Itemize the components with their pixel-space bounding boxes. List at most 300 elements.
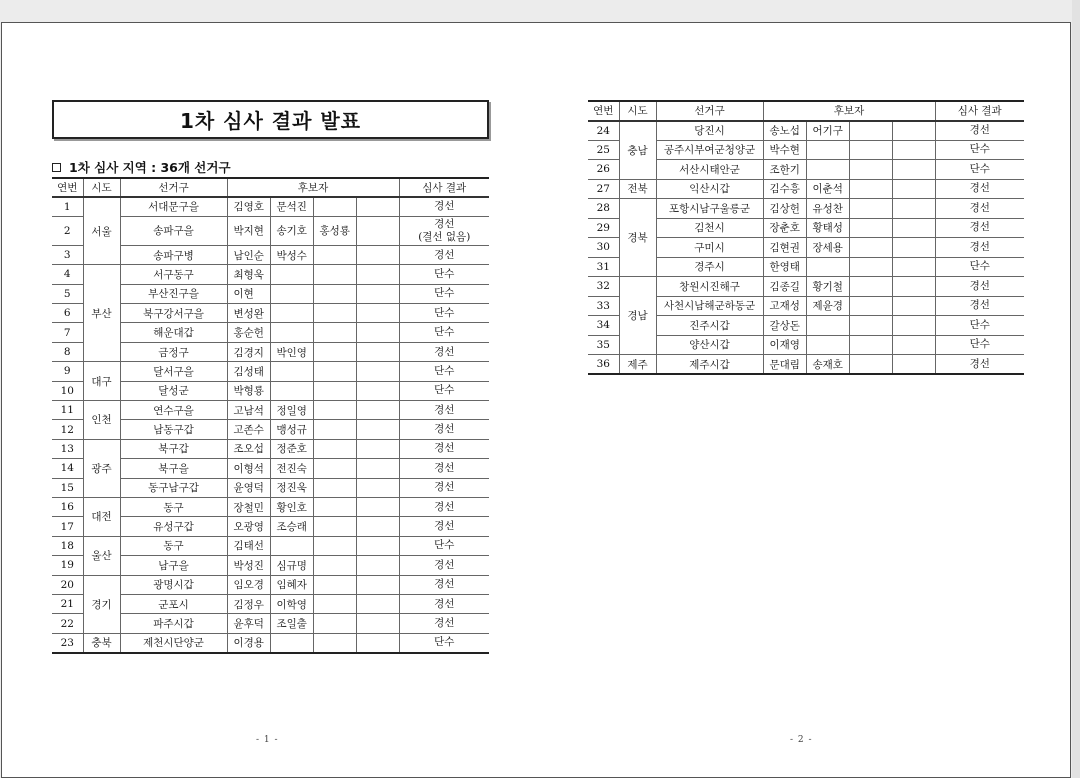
row-number: 15 xyxy=(52,478,83,497)
candidate-cell xyxy=(356,284,399,303)
result-cell xyxy=(399,216,489,245)
row-number: 32 xyxy=(588,277,619,297)
candidate-cell xyxy=(849,179,892,199)
row-number: 11 xyxy=(52,401,83,420)
candidate-cell xyxy=(849,218,892,238)
candidate-cell: 조한기 xyxy=(763,160,806,180)
result-cell xyxy=(399,342,489,361)
candidate-cell: 정진욱 xyxy=(270,478,313,497)
district-cell: 부산진구을 xyxy=(120,284,227,303)
district-cell: 남동구갑 xyxy=(120,420,227,439)
result-cell xyxy=(399,497,489,516)
candidate-cell xyxy=(356,304,399,323)
region-cell: 대전 xyxy=(83,497,120,536)
district-cell: 당진시 xyxy=(656,121,763,141)
row-number: 33 xyxy=(588,296,619,316)
candidate-cell xyxy=(313,420,356,439)
district-cell: 포항시남구울릉군 xyxy=(656,199,763,219)
candidate-cell: 이현 xyxy=(227,284,270,303)
header-no: 연번 xyxy=(52,178,83,197)
result-cell xyxy=(399,459,489,478)
row-number: 21 xyxy=(52,594,83,613)
row-number: 13 xyxy=(52,439,83,458)
result-text: 경선 xyxy=(969,201,990,214)
row-number: 4 xyxy=(52,265,83,284)
result-text: 경선 xyxy=(434,403,455,416)
region-cell: 울산 xyxy=(83,536,120,575)
result-text: 단수 xyxy=(969,143,990,156)
result-text: 경선 xyxy=(434,500,455,513)
candidate-cell xyxy=(313,594,356,613)
candidate-cell xyxy=(313,362,356,381)
candidate-cell xyxy=(313,245,356,264)
section-heading xyxy=(52,157,489,177)
result-text: 단수 xyxy=(969,318,990,331)
candidate-cell: 송노섭 xyxy=(763,121,806,141)
row-number: 30 xyxy=(588,238,619,258)
candidate-cell: 김경지 xyxy=(227,342,270,361)
candidate-cell: 임오경 xyxy=(227,575,270,594)
result-text: 경선 xyxy=(434,578,455,591)
candidate-cell: 윤후덕 xyxy=(227,614,270,633)
candidate-cell xyxy=(892,218,935,238)
candidate-cell xyxy=(892,335,935,355)
result-cell xyxy=(935,160,1024,180)
candidate-cell xyxy=(849,277,892,297)
result-cell xyxy=(935,140,1024,160)
candidate-cell xyxy=(270,536,313,555)
result-text: 경선 xyxy=(434,345,455,358)
candidate-cell xyxy=(892,296,935,316)
section-heading-text: 1차 심사 지역 : 36개 선거구 xyxy=(69,160,231,175)
table-row xyxy=(52,439,489,458)
candidate-cell xyxy=(806,335,849,355)
result-text: 경선 xyxy=(969,357,990,370)
candidate-cell: 송재호 xyxy=(806,355,849,375)
candidate-cell: 장춘호 xyxy=(763,218,806,238)
candidate-cell: 홍순헌 xyxy=(227,323,270,342)
region-cell: 부산 xyxy=(83,265,120,362)
result-text: 단수 xyxy=(434,306,455,319)
candidate-cell xyxy=(806,140,849,160)
candidate-cell xyxy=(313,197,356,216)
district-cell: 서구동구 xyxy=(120,265,227,284)
row-number: 27 xyxy=(588,179,619,199)
candidate-cell: 심규명 xyxy=(270,556,313,575)
candidate-cell: 유성찬 xyxy=(806,199,849,219)
row-number: 8 xyxy=(52,342,83,361)
candidate-cell xyxy=(356,323,399,342)
candidate-cell xyxy=(806,160,849,180)
result-text: 단수 xyxy=(434,364,455,377)
candidate-cell xyxy=(356,575,399,594)
candidate-cell xyxy=(849,316,892,336)
table-row xyxy=(588,277,1024,297)
candidate-cell: 맹성규 xyxy=(270,420,313,439)
row-number: 18 xyxy=(52,536,83,555)
candidate-cell xyxy=(356,381,399,400)
result-text: 경선 xyxy=(434,442,455,455)
result-text: 단수 xyxy=(434,539,455,552)
district-cell: 제주시갑 xyxy=(656,355,763,375)
header-region: 시도 xyxy=(83,178,120,197)
district-cell: 달성군 xyxy=(120,381,227,400)
row-number: 2 xyxy=(52,216,83,245)
result-cell xyxy=(935,355,1024,375)
table-header-row xyxy=(52,178,489,197)
row-number: 14 xyxy=(52,459,83,478)
result-cell xyxy=(399,556,489,575)
candidate-cell: 전진숙 xyxy=(270,459,313,478)
candidate-cell xyxy=(313,439,356,458)
row-number: 12 xyxy=(52,420,83,439)
region-cell: 충남 xyxy=(619,121,656,180)
result-text: 경선 xyxy=(434,423,455,436)
result-text: 경선 xyxy=(969,299,990,312)
result-text: 경선 xyxy=(434,200,455,213)
candidate-cell xyxy=(356,342,399,361)
region-cell: 광주 xyxy=(83,439,120,497)
results-table-page-2 xyxy=(588,100,1024,375)
row-number: 16 xyxy=(52,497,83,516)
candidate-cell xyxy=(849,238,892,258)
result-cell xyxy=(399,401,489,420)
candidate-cell xyxy=(356,556,399,575)
district-cell: 유성구갑 xyxy=(120,517,227,536)
result-text: 경선 xyxy=(969,182,990,195)
result-cell xyxy=(935,121,1024,141)
district-cell: 양산시갑 xyxy=(656,335,763,355)
result-cell xyxy=(935,335,1024,355)
candidate-cell: 윤영덕 xyxy=(227,478,270,497)
result-text: 경선 xyxy=(434,617,455,629)
district-cell: 동구 xyxy=(120,536,227,555)
row-number: 7 xyxy=(52,323,83,342)
candidate-cell xyxy=(356,197,399,216)
candidate-cell xyxy=(356,497,399,516)
result-text: 단수 xyxy=(969,162,990,175)
row-number: 6 xyxy=(52,304,83,323)
candidate-cell: 송기호 xyxy=(270,216,313,245)
result-cell xyxy=(935,238,1024,258)
candidate-cell xyxy=(313,536,356,555)
candidate-cell: 이재영 xyxy=(763,335,806,355)
candidate-cell xyxy=(892,140,935,160)
row-number: 34 xyxy=(588,316,619,336)
candidate-cell: 박인영 xyxy=(270,342,313,361)
district-cell: 제천시단양군 xyxy=(120,633,227,652)
candidate-cell xyxy=(892,316,935,336)
candidate-cell xyxy=(356,439,399,458)
candidate-cell xyxy=(356,633,399,652)
candidate-cell xyxy=(356,420,399,439)
district-cell: 광명시갑 xyxy=(120,575,227,594)
region-cell: 인천 xyxy=(83,401,120,440)
candidate-cell xyxy=(270,265,313,284)
result-text: 경선 xyxy=(434,597,455,610)
row-number: 20 xyxy=(52,575,83,594)
candidate-cell xyxy=(849,257,892,277)
table-header-row xyxy=(588,101,1024,121)
candidate-cell: 정일영 xyxy=(270,401,313,420)
candidate-cell: 이형석 xyxy=(227,459,270,478)
table-row xyxy=(52,197,489,216)
candidate-cell: 조일출 xyxy=(270,614,313,633)
result-text: 단수 xyxy=(434,384,455,397)
district-cell: 북구을 xyxy=(120,459,227,478)
candidate-cell xyxy=(270,304,313,323)
candidate-cell xyxy=(356,245,399,264)
candidate-cell xyxy=(356,478,399,497)
candidate-cell: 이경용 xyxy=(227,633,270,652)
result-text: 경선 xyxy=(434,217,455,230)
district-cell: 진주시갑 xyxy=(656,316,763,336)
result-cell xyxy=(399,245,489,264)
results-table-page-1 xyxy=(52,177,489,654)
result-cell xyxy=(399,381,489,400)
result-cell xyxy=(399,536,489,555)
candidate-cell xyxy=(313,284,356,303)
result-text: 단수 xyxy=(434,287,455,300)
region-cell: 서울 xyxy=(83,197,120,265)
header-district: 선거구 xyxy=(120,178,227,197)
candidate-cell: 박형룡 xyxy=(227,381,270,400)
result-cell xyxy=(399,265,489,284)
district-cell: 해운대갑 xyxy=(120,323,227,342)
candidate-cell xyxy=(270,323,313,342)
table-row xyxy=(52,265,489,284)
candidate-cell xyxy=(313,556,356,575)
candidate-cell: 변성완 xyxy=(227,304,270,323)
candidate-cell: 김수흥 xyxy=(763,179,806,199)
candidate-cell: 황태성 xyxy=(806,218,849,238)
row-number: 17 xyxy=(52,517,83,536)
table-row xyxy=(588,199,1024,219)
candidate-cell: 조승래 xyxy=(270,517,313,536)
row-number: 5 xyxy=(52,284,83,303)
district-cell: 동구남구갑 xyxy=(120,478,227,497)
result-cell xyxy=(935,218,1024,238)
page-2 xyxy=(588,100,1024,375)
district-cell: 창원시진해구 xyxy=(656,277,763,297)
candidate-cell xyxy=(313,497,356,516)
candidate-cell xyxy=(313,323,356,342)
row-number: 9 xyxy=(52,362,83,381)
header-result: 심사 결과 xyxy=(935,101,1024,121)
result-cell xyxy=(399,420,489,439)
candidate-cell: 김정우 xyxy=(227,594,270,613)
candidate-cell xyxy=(313,575,356,594)
candidate-cell xyxy=(356,517,399,536)
candidate-cell xyxy=(849,355,892,375)
candidate-cell: 오광영 xyxy=(227,517,270,536)
result-text: 단수 xyxy=(434,636,455,649)
result-text: 경선 xyxy=(434,481,455,494)
table-body xyxy=(588,121,1024,375)
candidate-cell xyxy=(313,517,356,536)
candidate-cell xyxy=(313,401,356,420)
candidate-cell xyxy=(356,459,399,478)
candidate-cell xyxy=(849,296,892,316)
result-cell xyxy=(935,199,1024,219)
candidate-cell: 김성태 xyxy=(227,362,270,381)
district-cell: 서대문구을 xyxy=(120,197,227,216)
result-cell xyxy=(935,179,1024,199)
candidate-cell: 김상헌 xyxy=(763,199,806,219)
candidate-cell xyxy=(270,633,313,652)
candidate-cell xyxy=(356,265,399,284)
candidate-cell: 박지현 xyxy=(227,216,270,245)
district-cell: 남구을 xyxy=(120,556,227,575)
candidate-cell: 김태선 xyxy=(227,536,270,555)
row-number: 10 xyxy=(52,381,83,400)
candidate-cell xyxy=(313,459,356,478)
result-text: 단수 xyxy=(434,267,455,280)
candidate-cell xyxy=(356,614,399,633)
candidate-cell: 문대림 xyxy=(763,355,806,375)
candidate-cell xyxy=(313,265,356,284)
candidate-cell xyxy=(849,140,892,160)
candidate-cell: 고남석 xyxy=(227,401,270,420)
result-text: 경선 xyxy=(969,240,990,253)
table-row xyxy=(52,401,489,420)
candidate-cell xyxy=(849,160,892,180)
region-cell: 전북 xyxy=(619,179,656,199)
result-cell xyxy=(399,362,489,381)
result-text: 경선 xyxy=(434,248,455,261)
candidate-cell xyxy=(356,536,399,555)
region-cell: 경남 xyxy=(619,277,656,355)
candidate-cell xyxy=(313,381,356,400)
row-number: 31 xyxy=(588,257,619,277)
result-text: 단수 xyxy=(969,260,990,273)
row-number: 22 xyxy=(52,614,83,633)
row-number: 3 xyxy=(52,245,83,264)
candidate-cell: 조오섭 xyxy=(227,439,270,458)
square-bullet-icon xyxy=(52,163,61,172)
row-number: 23 xyxy=(52,633,83,652)
candidate-cell xyxy=(270,362,313,381)
candidate-cell: 최형욱 xyxy=(227,265,270,284)
candidate-cell: 고재성 xyxy=(763,296,806,316)
candidate-cell xyxy=(356,362,399,381)
district-cell: 북구갑 xyxy=(120,439,227,458)
candidate-cell xyxy=(892,257,935,277)
row-number: 19 xyxy=(52,556,83,575)
district-cell: 북구강서구을 xyxy=(120,304,227,323)
row-number: 25 xyxy=(588,140,619,160)
result-cell xyxy=(399,478,489,497)
candidate-cell xyxy=(849,121,892,141)
candidate-cell: 이학영 xyxy=(270,594,313,613)
result-cell xyxy=(399,633,489,652)
candidate-cell: 장세용 xyxy=(806,238,849,258)
candidate-cell: 문석진 xyxy=(270,197,313,216)
header-candidates: 후보자 xyxy=(763,101,935,121)
result-text: 경선 xyxy=(434,520,455,533)
candidate-cell: 장철민 xyxy=(227,497,270,516)
district-cell: 달서구을 xyxy=(120,362,227,381)
table-row xyxy=(52,633,489,652)
candidate-cell xyxy=(892,160,935,180)
row-number: 24 xyxy=(588,121,619,141)
candidate-cell xyxy=(313,633,356,652)
candidate-cell: 황인호 xyxy=(270,497,313,516)
result-cell xyxy=(399,304,489,323)
district-cell: 금정구 xyxy=(120,342,227,361)
region-cell: 경기 xyxy=(83,575,120,633)
candidate-cell: 황기철 xyxy=(806,277,849,297)
result-cell xyxy=(935,316,1024,336)
page-title: 1차 심사 결과 발표 xyxy=(52,100,489,139)
region-cell: 제주 xyxy=(619,355,656,375)
district-cell: 경주시 xyxy=(656,257,763,277)
candidate-cell: 이춘석 xyxy=(806,179,849,199)
candidate-cell: 정준호 xyxy=(270,439,313,458)
candidate-cell xyxy=(356,216,399,245)
candidate-cell: 임혜자 xyxy=(270,575,313,594)
candidate-cell xyxy=(806,257,849,277)
row-number: 28 xyxy=(588,199,619,219)
result-cell xyxy=(935,296,1024,316)
candidate-cell xyxy=(356,401,399,420)
candidate-cell xyxy=(892,179,935,199)
candidate-cell: 갈상돈 xyxy=(763,316,806,336)
result-text: 경선 xyxy=(434,558,455,571)
district-cell: 서산시태안군 xyxy=(656,160,763,180)
region-cell: 대구 xyxy=(83,362,120,401)
candidate-cell: 박성수 xyxy=(270,245,313,264)
result-cell xyxy=(399,439,489,458)
row-number: 36 xyxy=(588,355,619,375)
table-row xyxy=(52,536,489,555)
district-cell: 구미시 xyxy=(656,238,763,258)
table-row xyxy=(588,179,1024,199)
candidate-cell: 박성진 xyxy=(227,556,270,575)
candidate-cell xyxy=(892,355,935,375)
table-row xyxy=(588,121,1024,141)
result-cell xyxy=(399,284,489,303)
table-row xyxy=(52,575,489,594)
table-body xyxy=(52,197,489,653)
candidate-cell xyxy=(270,381,313,400)
candidate-cell: 김현권 xyxy=(763,238,806,258)
candidate-cell: 홍성룡 xyxy=(313,216,356,245)
row-number: 35 xyxy=(588,335,619,355)
scrollbar-track[interactable] xyxy=(1072,0,1080,778)
candidate-cell: 남인순 xyxy=(227,245,270,264)
result-cell xyxy=(935,277,1024,297)
result-cell xyxy=(399,517,489,536)
region-cell: 충북 xyxy=(83,633,120,652)
candidate-cell xyxy=(313,304,356,323)
header-result: 심사 결과 xyxy=(399,178,489,197)
candidate-cell: 박수현 xyxy=(763,140,806,160)
result-text: (결선 없음) xyxy=(418,230,471,243)
candidate-cell xyxy=(892,199,935,219)
result-text: 단수 xyxy=(969,338,990,351)
district-cell: 동구 xyxy=(120,497,227,516)
district-cell: 연수구을 xyxy=(120,401,227,420)
candidate-cell xyxy=(806,316,849,336)
result-text: 경선 xyxy=(969,279,990,292)
result-text: 경선 xyxy=(969,124,990,136)
candidate-cell xyxy=(892,238,935,258)
candidate-cell xyxy=(356,594,399,613)
table-row xyxy=(52,362,489,381)
candidate-cell xyxy=(892,121,935,141)
result-text: 경선 xyxy=(434,461,455,474)
